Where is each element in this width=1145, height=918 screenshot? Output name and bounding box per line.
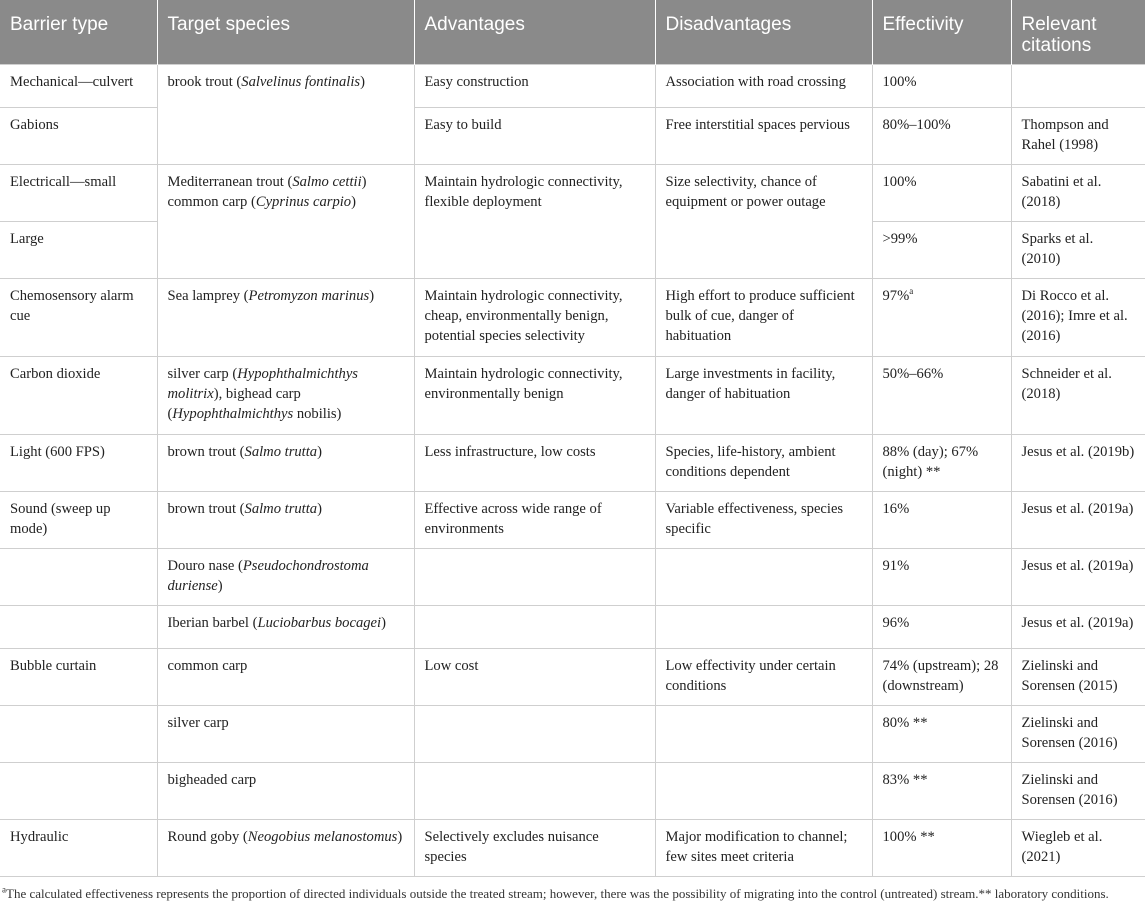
cell-citations (1011, 65, 1145, 108)
cell-target-species: Round goby (Neogobius melanostomus) (157, 820, 414, 877)
table-footnote (0, 877, 1145, 902)
cell-effectivity: 80% ** (872, 706, 1011, 763)
cell-barrier-type (0, 763, 157, 820)
cell-advantages: Easy to build (414, 108, 655, 165)
cell-target-species: Mediterranean trout (Salmo cettii) common carp (Cyprinus carpio) (157, 165, 414, 279)
table-row (0, 492, 1145, 549)
cell-target-species: Douro nase (Pseudochondrostoma duriense) (157, 549, 414, 606)
header-target-species: Target species (157, 0, 414, 65)
cell-target-species: bigheaded carp (157, 763, 414, 820)
cell-barrier-type (0, 606, 157, 649)
cell-citations: Thompson and Rahel (1998) (1011, 108, 1145, 165)
cell-barrier-type: Carbon dioxide (0, 357, 157, 435)
cell-barrier-type (0, 549, 157, 606)
table-row (0, 706, 1145, 763)
footnote-mark: a (2, 884, 6, 895)
cell-effectivity: 50%–66% (872, 357, 1011, 435)
cell-target-species: brown trout (Salmo trutta) (157, 435, 414, 492)
cell-barrier-type: Electricall—small (0, 165, 157, 222)
cell-effectivity: 16% (872, 492, 1011, 549)
table-row (0, 763, 1145, 820)
header-disadvantages: Disadvantages (655, 0, 872, 65)
cell-advantages (414, 706, 655, 763)
cell-citations: Jesus et al. (2019a) (1011, 549, 1145, 606)
cell-disadvantages: Free interstitial spaces pervious (655, 108, 872, 165)
cell-disadvantages (655, 549, 872, 606)
footnote-mark: a (909, 286, 914, 297)
cell-disadvantages: Size selectivity, chance of equipment or power outage (655, 165, 872, 279)
cell-advantages: Effective across wide range of environments (414, 492, 655, 549)
cell-advantages: Maintain hydrologic connectivity, cheap, environmentally benign, potential species selectivity (414, 279, 655, 357)
cell-barrier-type: Chemosensory alarm cue (0, 279, 157, 357)
cell-advantages: Maintain hydrologic connectivity, flexible deployment (414, 165, 655, 279)
cell-effectivity: >99% (872, 222, 1011, 279)
cell-advantages (414, 549, 655, 606)
cell-target-species: brook trout (Salvelinus fontinalis) (157, 65, 414, 165)
cell-disadvantages (655, 606, 872, 649)
cell-barrier-type: Large (0, 222, 157, 279)
cell-effectivity: 100% (872, 165, 1011, 222)
cell-citations: Schneider et al. (2018) (1011, 357, 1145, 435)
table-row (0, 435, 1145, 492)
cell-citations: Jesus et al. (2019a) (1011, 606, 1145, 649)
cell-barrier-type (0, 706, 157, 763)
cell-disadvantages (655, 763, 872, 820)
cell-target-species: Sea lamprey (Petromyzon marinus) (157, 279, 414, 357)
table-row (0, 649, 1145, 706)
cell-citations: Wiegleb et al. (2021) (1011, 820, 1145, 877)
cell-effectivity: 91% (872, 549, 1011, 606)
cell-effectivity: 96% (872, 606, 1011, 649)
header-effectivity: Effectivity (872, 0, 1011, 65)
table-row (0, 357, 1145, 435)
cell-advantages: Less infrastructure, low costs (414, 435, 655, 492)
cell-citations: Sabatini et al. (2018) (1011, 165, 1145, 222)
cell-citations: Zielinski and Sorensen (2015) (1011, 649, 1145, 706)
cell-barrier-type: Light (600 FPS) (0, 435, 157, 492)
cell-disadvantages: Association with road crossing (655, 65, 872, 108)
cell-advantages (414, 763, 655, 820)
cell-barrier-type: Sound (sweep up mode) (0, 492, 157, 549)
cell-disadvantages: Major modification to channel; few sites meet criteria (655, 820, 872, 877)
cell-target-species: silver carp (157, 706, 414, 763)
table-row (0, 549, 1145, 606)
cell-effectivity: 74% (upstream); 28 (downstream) (872, 649, 1011, 706)
cell-effectivity: 83% ** (872, 763, 1011, 820)
cell-effectivity: 100% ** (872, 820, 1011, 877)
cell-citations: Jesus et al. (2019a) (1011, 492, 1145, 549)
cell-disadvantages: Large investments in facility, danger of habituation (655, 357, 872, 435)
cell-advantages: Maintain hydrologic connectivity, environmentally benign (414, 357, 655, 435)
cell-barrier-type: Bubble curtain (0, 649, 157, 706)
cell-effectivity: 100% (872, 65, 1011, 108)
cell-barrier-type: Hydraulic (0, 820, 157, 877)
cell-effectivity: 97%$^a$ (872, 279, 1011, 357)
cell-disadvantages: High effort to produce sufficient bulk of cue, danger of habituation (655, 279, 872, 357)
cell-effectivity: 88% (day); 67% (night) ** (872, 435, 1011, 492)
footnote-text: The calculated effectiveness represents the proportion of directed individuals outside the treated stream; however, there was the possibility of migrating into the control (untreated) stream.** laboratory conditions. (6, 886, 1109, 901)
cell-disadvantages: Species, life-history, ambient conditions dependent (655, 435, 872, 492)
cell-target-species: silver carp (Hypophthalmichthys molitrix), bighead carp (Hypophthalmichthys nobilis) (157, 357, 414, 435)
cell-advantages: Easy construction (414, 65, 655, 108)
cell-citations: Zielinski and Sorensen (2016) (1011, 706, 1145, 763)
table-row (0, 279, 1145, 357)
header-relevant-citations: Relevant citations (1011, 0, 1145, 65)
cell-target-species: brown trout (Salmo trutta) (157, 492, 414, 549)
cell-disadvantages: Variable effectiveness, species specific (655, 492, 872, 549)
table-row (0, 820, 1145, 877)
cell-advantages: Selectively excludes nuisance species (414, 820, 655, 877)
cell-citations: Sparks et al. (2010) (1011, 222, 1145, 279)
cell-advantages (414, 606, 655, 649)
header-barrier-type: Barrier type (0, 0, 157, 65)
header-advantages: Advantages (414, 0, 655, 65)
cell-advantages: Low cost (414, 649, 655, 706)
cell-citations: Zielinski and Sorensen (2016) (1011, 763, 1145, 820)
table-row (0, 65, 1145, 108)
cell-target-species: common carp (157, 649, 414, 706)
cell-barrier-type: Mechanical—culvert (0, 65, 157, 108)
table-row (0, 606, 1145, 649)
cell-effectivity: 80%–100% (872, 108, 1011, 165)
table-header (0, 0, 1145, 65)
cell-disadvantages (655, 706, 872, 763)
cell-citations: Di Rocco et al. (2016); Imre et al. (2016) (1011, 279, 1145, 357)
table-row (0, 165, 1145, 222)
cell-target-species: Iberian barbel (Luciobarbus bocagei) (157, 606, 414, 649)
cell-citations: Jesus et al. (2019b) (1011, 435, 1145, 492)
cell-barrier-type: Gabions (0, 108, 157, 165)
cell-disadvantages: Low effectivity under certain conditions (655, 649, 872, 706)
